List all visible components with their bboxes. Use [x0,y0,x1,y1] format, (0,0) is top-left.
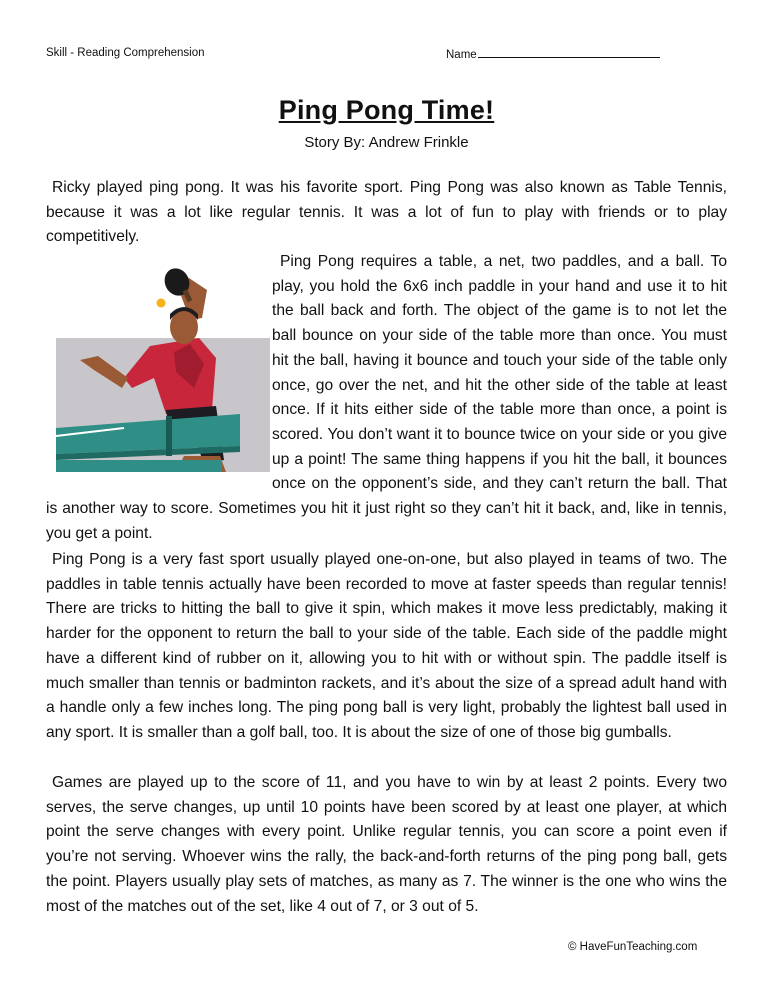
ping-pong-player-illustration [46,260,262,472]
ball-icon [157,299,166,308]
name-label: Name [446,49,477,61]
paragraph-3: Ping Pong is a very fast sport usually played one-on-one, but also played in teams of two. The paddles in table tennis actually have been recorded to move at faster speeds than regular tennis! There are tricks to hitting the ball to give it spin, which makes it move less predictably, making it harder for the opponent to return the ball to your side of the table. Each side of the paddle might have a different kind of rubber on it, allowing you to hit with or without spin. The paddle itself is much smaller than tennis or badminton rackets, and it’s about the size of a spread adult hand with a handle only a few inches long. The ping pong ball is very light, probably the lightest ball used in any sport. It is smaller than a golf ball, too. It is about the size of one of those big gumballs. [46,551,727,741]
name-underline[interactable] [478,47,660,58]
story-byline: Story By: Andrew Frinkle [304,134,469,151]
paragraph-2-text: Ping Pong requires a table, a net, two paddles, and a ball. To play, you hold the 6x6 inch paddle in your hand and use it to hit the ball back and forth. The object of the game is to not let the ball bounce on your side of the table more than once. You must hit the ball, having it bounce and touch your side of the table only once, go over the net, and hit the other side of the table at least once. If it hits either side of the table more than once, a point is scored. You don’t want it to bounce twice on your side or you give up a point! The same thing happens if you hit the ball, it bounces once on the opponent’s side, and they can’t return the ball. That is another way to score. Sometimes you hit it just right so they can’t hit it back, and, like in tennis, you get a point. [46,253,727,542]
copyright-footer: © HaveFunTeaching.com [568,941,698,953]
name-field[interactable] [446,47,660,61]
paragraph-1: Ricky played ping pong. It was his favorite sport. Ping Pong was also known as Table Tennis, because it was a lot like regular tennis. It was a lot of fun to play with friends or to play competitively. [46,179,727,246]
story-title: Ping Pong Time! [278,95,495,125]
skill-label: Skill - Reading Comprehension [46,47,205,59]
paragraph-4: Games are played up to the score of 11, and you have to win by at least 2 points. Every two serves, the serve changes, up until 10 points have been scored by at least one player, at which point the serve changes with every point. Unlike regular tennis, you can score a point even if you’re not serving. Whoever wins the rally, the back-and-forth returns of the ping pong ball, gets the point. Players usually play sets of matches, as many as 7. The winner is the one who wins the most of the matches out of the set, like 4 out of 7, or 3 out of 5. [46,774,727,915]
paragraph-2 [46,250,727,546]
table-net [166,416,172,456]
